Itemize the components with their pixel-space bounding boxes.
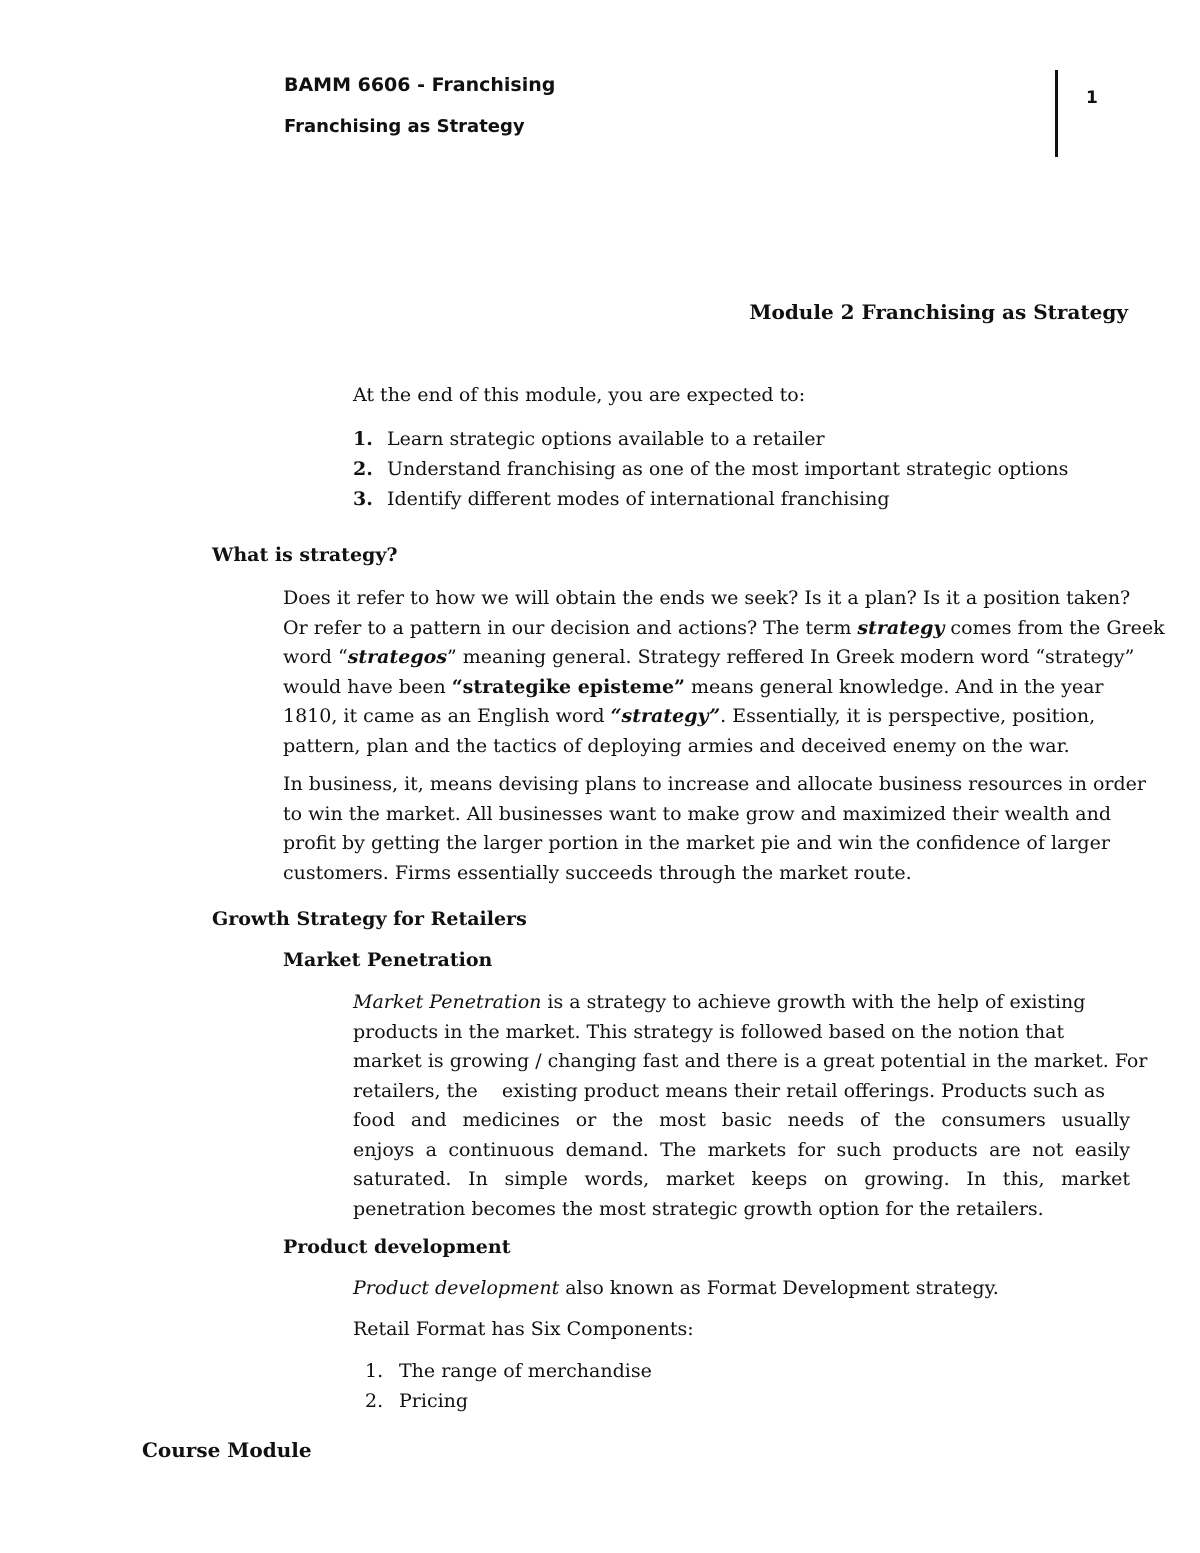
objective-item: 1. Learn strategic options available to a retailer (353, 428, 825, 450)
objective-item: 3. Identify different modes of international franchising (353, 488, 890, 510)
subheading-market-penetration: Market Penetration (283, 949, 493, 971)
objective-item: 2. Understand franchising as one of the most important strategic options (353, 458, 1069, 480)
section-heading-growth-strategy: Growth Strategy for Retailers (212, 908, 527, 930)
list-item: 2. Pricing (365, 1390, 469, 1412)
footer-course-module: Course Module (142, 1438, 312, 1462)
page-number-divider (1055, 70, 1058, 157)
course-subtitle: Franchising as Strategy (284, 116, 525, 137)
market-penetration-paragraph: Market Penetration is a strategy to achieve growth with the help of existing products in the market. This strategy is followed based on the notion that market is growing / changing fast and there is a great potential in the market. For retailers, the existing product means their retail offerings. Products such as food and medicines or the most basic needs of the consumers usually enjoys a continuous demand. The markets for such products are not easily saturated. In simple words, market keeps on growing. In this, market penetration becomes the most strategic growth option for the retailers. (353, 991, 1148, 1220)
page-number: 1 (1086, 88, 1098, 108)
strategy-paragraph-2: In business, it, means devising plans to increase and allocate business resources in order to win the market. All businesses want to make grow and maximized their wealth and profit by getting the larger portion in the market pie and win the confidence of larger customers. Firms essentially succeeds through the market route. (283, 773, 1147, 884)
list-item: 1. The range of merchandise (365, 1360, 652, 1382)
objectives-list (353, 424, 1068, 514)
retail-format-list (353, 1356, 652, 1416)
strategy-paragraph-1: Does it refer to how we will obtain the ends we seek? Is it a plan? Is it a position taken? Or refer to a pattern in our decision and actions? The term strategy comes from the Greek word “strategos” meaning general. Strategy reffered In Greek modern word “strategy” would have been “strategike episteme” means general knowledge. And in the year 1810, it came as an English word “strategy”. Essentially, it is perspective, position, pattern, plan and the tactics of deploying armies and deceived enemy on the war. (283, 587, 1165, 757)
course-header: BAMM 6606 - Franchising (284, 74, 556, 96)
retail-format-intro: Retail Format has Six Components: (353, 1318, 694, 1340)
subheading-product-development: Product development (283, 1236, 511, 1258)
objectives-intro: At the end of this module, you are expected to: (353, 384, 806, 406)
product-development-text: Product development also known as Format Development strategy. (353, 1277, 999, 1299)
module-title: Module 2 Franchising as Strategy (749, 300, 1128, 324)
section-heading-what-is-strategy: What is strategy? (212, 544, 398, 566)
